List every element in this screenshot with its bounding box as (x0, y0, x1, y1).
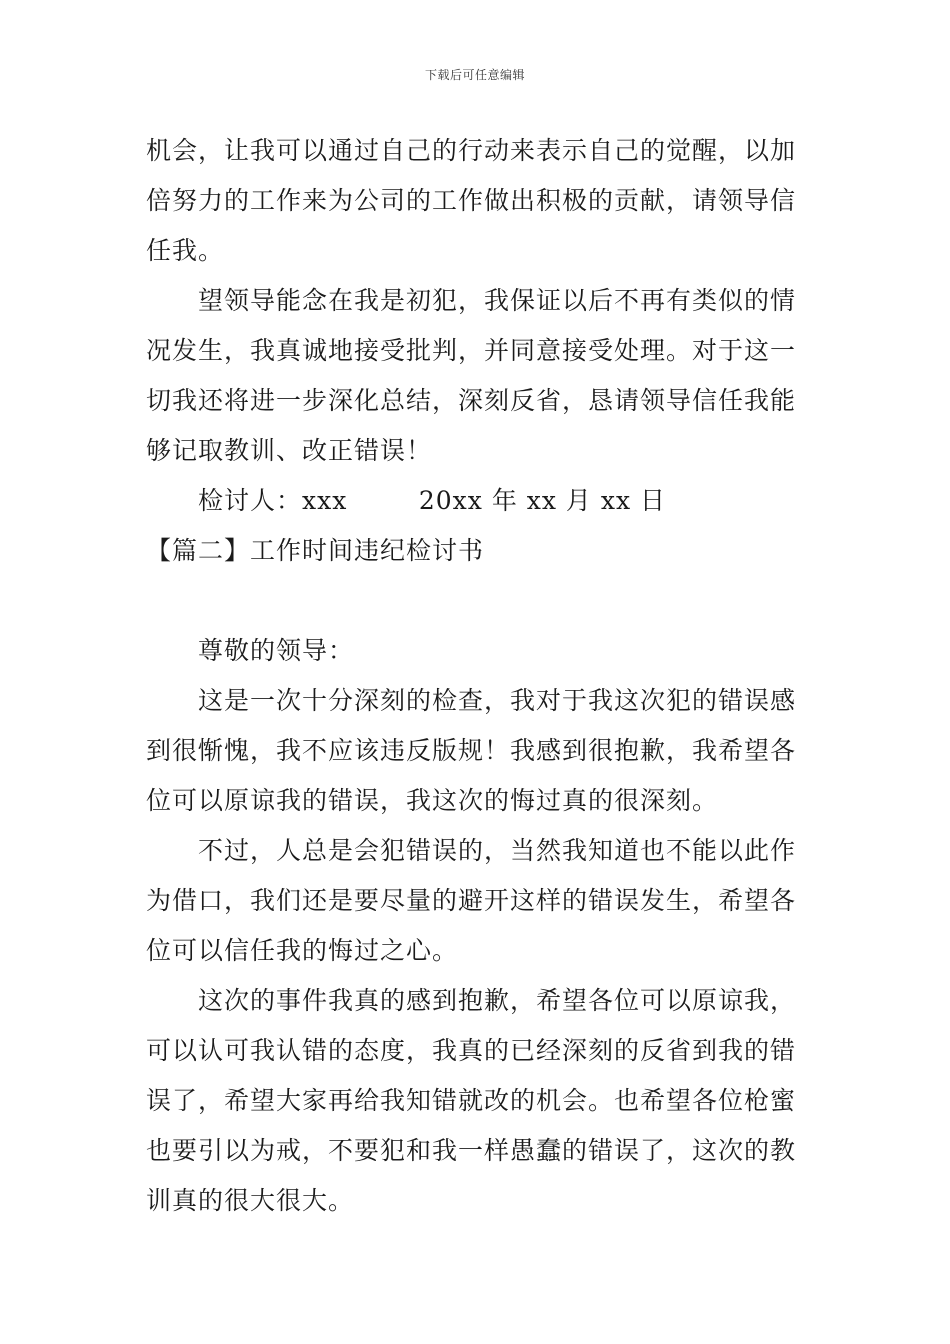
paragraph-excuse: 不过，人总是会犯错误的，当然我知道也不能以此作为借口，我们还是要尽量的避开这样的错误发生，希望各位可以信任我的悔过之心。 (146, 836, 797, 965)
paragraph-continued: 机会，让我可以通过自己的行动来表示自己的觉醒，以加倍努力的工作来为公司的工作做出积极的贡献，请领导信任我。 (146, 136, 797, 265)
paragraph-lesson: 这次的事件我真的感到抱歉，希望各位可以原谅我，可以认可我认错的态度，我真的已经深刻的反省到我的错误了，希望大家再给我知错就改的机会。也希望各位枪蜜也要引以为戒，不要犯和我一样愚蠢的错误了，这次的教训真的很大很大。 (146, 986, 797, 1215)
blank-line (146, 576, 810, 626)
page-header-note: 下载后可任意编辑 (424, 68, 525, 82)
document-body (146, 126, 810, 1226)
signature-line: 检讨人：xxx 20xx 年 xx 月 xx 日 (198, 486, 667, 515)
salutation: 尊敬的领导： (198, 636, 355, 665)
paragraph-apology: 这是一次十分深刻的检查，我对于我这次犯的错误感到很惭愧，我不应该违反版规！我感到很抱歉，我希望各位可以原谅我的错误，我这次的悔过真的很深刻。 (146, 686, 797, 815)
section-title: 【篇二】工作时间违纪检讨书 (146, 536, 485, 565)
paragraph-request: 望领导能念在我是初犯，我保证以后不再有类似的情况发生，我真诚地接受批判，并同意接受处理。对于这一切我还将进一步深化总结，深刻反省，恳请领导信任我能够记取教训、改正错误！ (146, 286, 797, 465)
